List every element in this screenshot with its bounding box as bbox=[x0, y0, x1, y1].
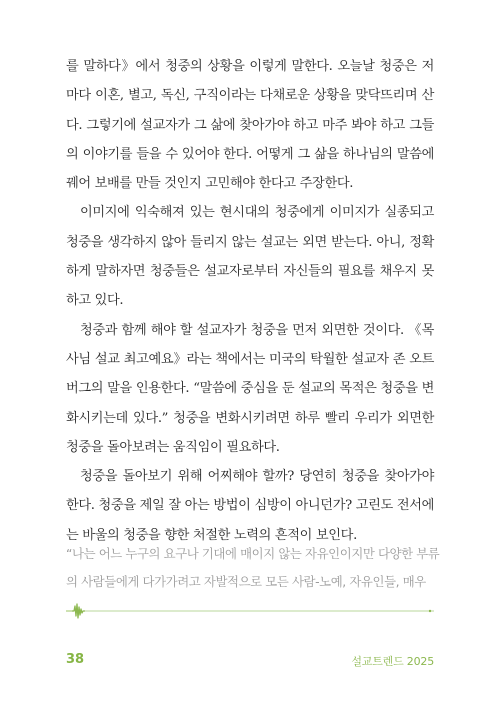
section-divider bbox=[66, 603, 434, 619]
page-number: 38 bbox=[66, 652, 85, 667]
running-title: 설교트렌드 2025 bbox=[351, 655, 434, 668]
paragraph-3: 청중과 함께 해야 할 설교자가 청중을 먼저 외면한 것이다. 《목사님 설교 최고예요》라는 책에서는 미국의 탁월한 설교자 존 오트버그의 말을 인용한다. “말씀에 중심을 둔 설교의 목적은 청중을 변화시키는데 있다.” 청중을 변화시키려면 하루 빨리 우리가 외면한 청중을 돌아보려는 움직임이 필요하다. bbox=[66, 322, 434, 455]
quote-line-2: 의 사람들에게 다가가려고 자발적으로 모든 사람-노예, 자유인들, 매우 bbox=[66, 574, 426, 589]
pull-quote bbox=[66, 540, 440, 596]
paragraph-1: 를 말하다》에서 청중의 상황을 이렇게 말한다. 오늘날 청중은 저마다 이혼, 별고, 독신, 구직이라는 다채로운 상황을 맞닥뜨리며 산다. 그렇기에 설교자가 그 삶에 찾아가야 하고 마주 봐야 하고 그들의 이야기를 들을 수 있어야 한다. 어떻게 그 삶을 하나님의 말씀에 꿰어 보배를 만들 것인지 고민해야 한다고 주장한다. bbox=[66, 59, 434, 192]
page-footer bbox=[66, 652, 434, 668]
body-text bbox=[66, 52, 434, 550]
sound-wave-icon bbox=[72, 604, 85, 618]
quote-line-1: “나는 어느 누구의 요구나 기대에 매이지 않는 자유인이지만 다양한 부류 bbox=[66, 546, 440, 561]
paragraph-4: 청중을 돌아보기 위해 어찌해야 할까? 당연히 청중을 찾아가야 한다. 청중을 제일 잘 아는 방법이 심방이 아니던가? 고린도 전서에는 바울의 청중을 향한 처절한 노력의 흔적이 보인다. bbox=[66, 469, 434, 543]
paragraph-2: 이미지에 익숙해져 있는 현시대의 청중에게 이미지가 실종되고 청중을 생각하지 않아 들리지 않는 설교는 외면 받는다. 아니, 정확하게 말하자면 청중들은 설교자로부터 자신들의 필요를 채우지 못하고 있다. bbox=[66, 205, 434, 309]
